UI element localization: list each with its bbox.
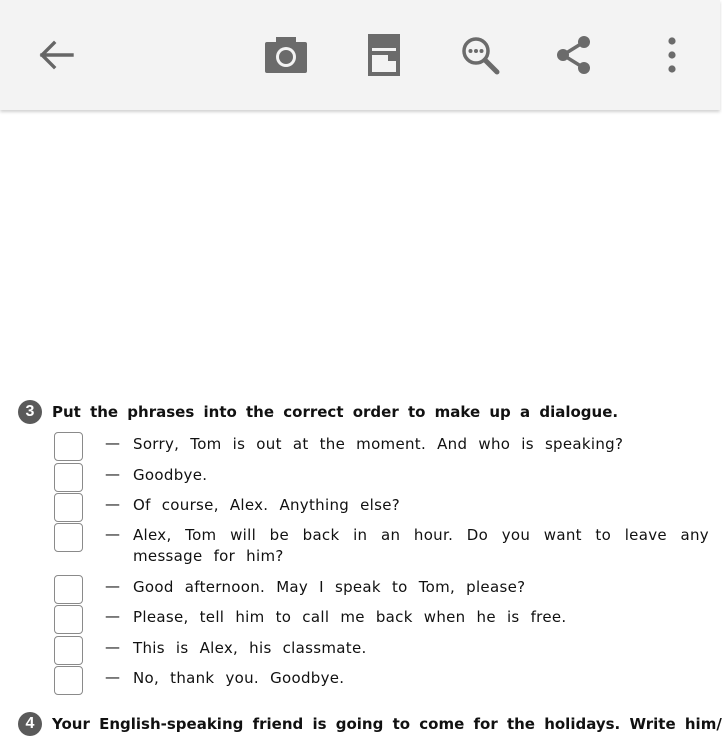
order-number-box[interactable] [54, 666, 83, 695]
dialogue-text: Please, tell him to call me back when he is free. [133, 608, 567, 626]
order-number-box[interactable] [54, 605, 83, 634]
order-number-box[interactable] [54, 636, 83, 665]
dash: — [105, 525, 120, 543]
top-toolbar [0, 0, 720, 110]
dialogue-text: This is Alex, his classmate. [133, 639, 367, 657]
document-page [0, 112, 722, 733]
dialogue-text: Of course, Alex. Anything else? [133, 496, 401, 514]
task-number-badge: 4 [18, 712, 42, 736]
share-icon [554, 35, 594, 75]
dash: — [105, 577, 120, 595]
task-3-heading [18, 400, 720, 424]
share-button[interactable] [550, 31, 598, 79]
page-bookmark-button[interactable] [360, 31, 408, 79]
dash: — [105, 638, 120, 656]
task-4-heading [18, 712, 720, 736]
back-button[interactable] [32, 31, 80, 79]
dialogue-text: Sorry, Tom is out at the moment. And who is speaking? [133, 435, 624, 453]
task-3 [18, 400, 720, 687]
back-arrow-icon [36, 39, 76, 71]
order-number-box[interactable] [54, 493, 83, 522]
more-vert-icon [666, 35, 678, 75]
dialogue-text: Goodbye. [133, 466, 208, 484]
dash: — [105, 607, 120, 625]
order-number-box[interactable] [54, 463, 83, 492]
more-options-button[interactable] [648, 31, 696, 79]
dialogue-text: No, thank you. Goodbye. [133, 669, 345, 687]
dash: — [105, 668, 120, 686]
order-number-box[interactable] [54, 432, 83, 461]
dialogue-text: Alex, Tom will be back in an hour. Do you want to leave any message for him? [133, 526, 709, 565]
order-number-box[interactable] [54, 575, 83, 604]
dash: — [105, 434, 120, 452]
screenshot-button[interactable] [262, 31, 310, 79]
order-number-box[interactable] [54, 523, 83, 552]
dash: — [105, 465, 120, 483]
find-in-page-button[interactable] [456, 31, 504, 79]
dash: — [105, 495, 120, 513]
bookmark-page-icon [367, 33, 401, 77]
zoom-search-icon [460, 35, 500, 75]
dialogue-text: Good afternoon. May I speak to Tom, please? [133, 578, 526, 596]
task-instruction: Put the phrases into the correct order to make up a dialogue. [52, 403, 619, 421]
camera-icon [264, 37, 308, 73]
task-instruction: Your English-speaking friend is going to come for the holidays. Write him/ [52, 715, 722, 733]
task-number-badge: 3 [18, 400, 42, 424]
